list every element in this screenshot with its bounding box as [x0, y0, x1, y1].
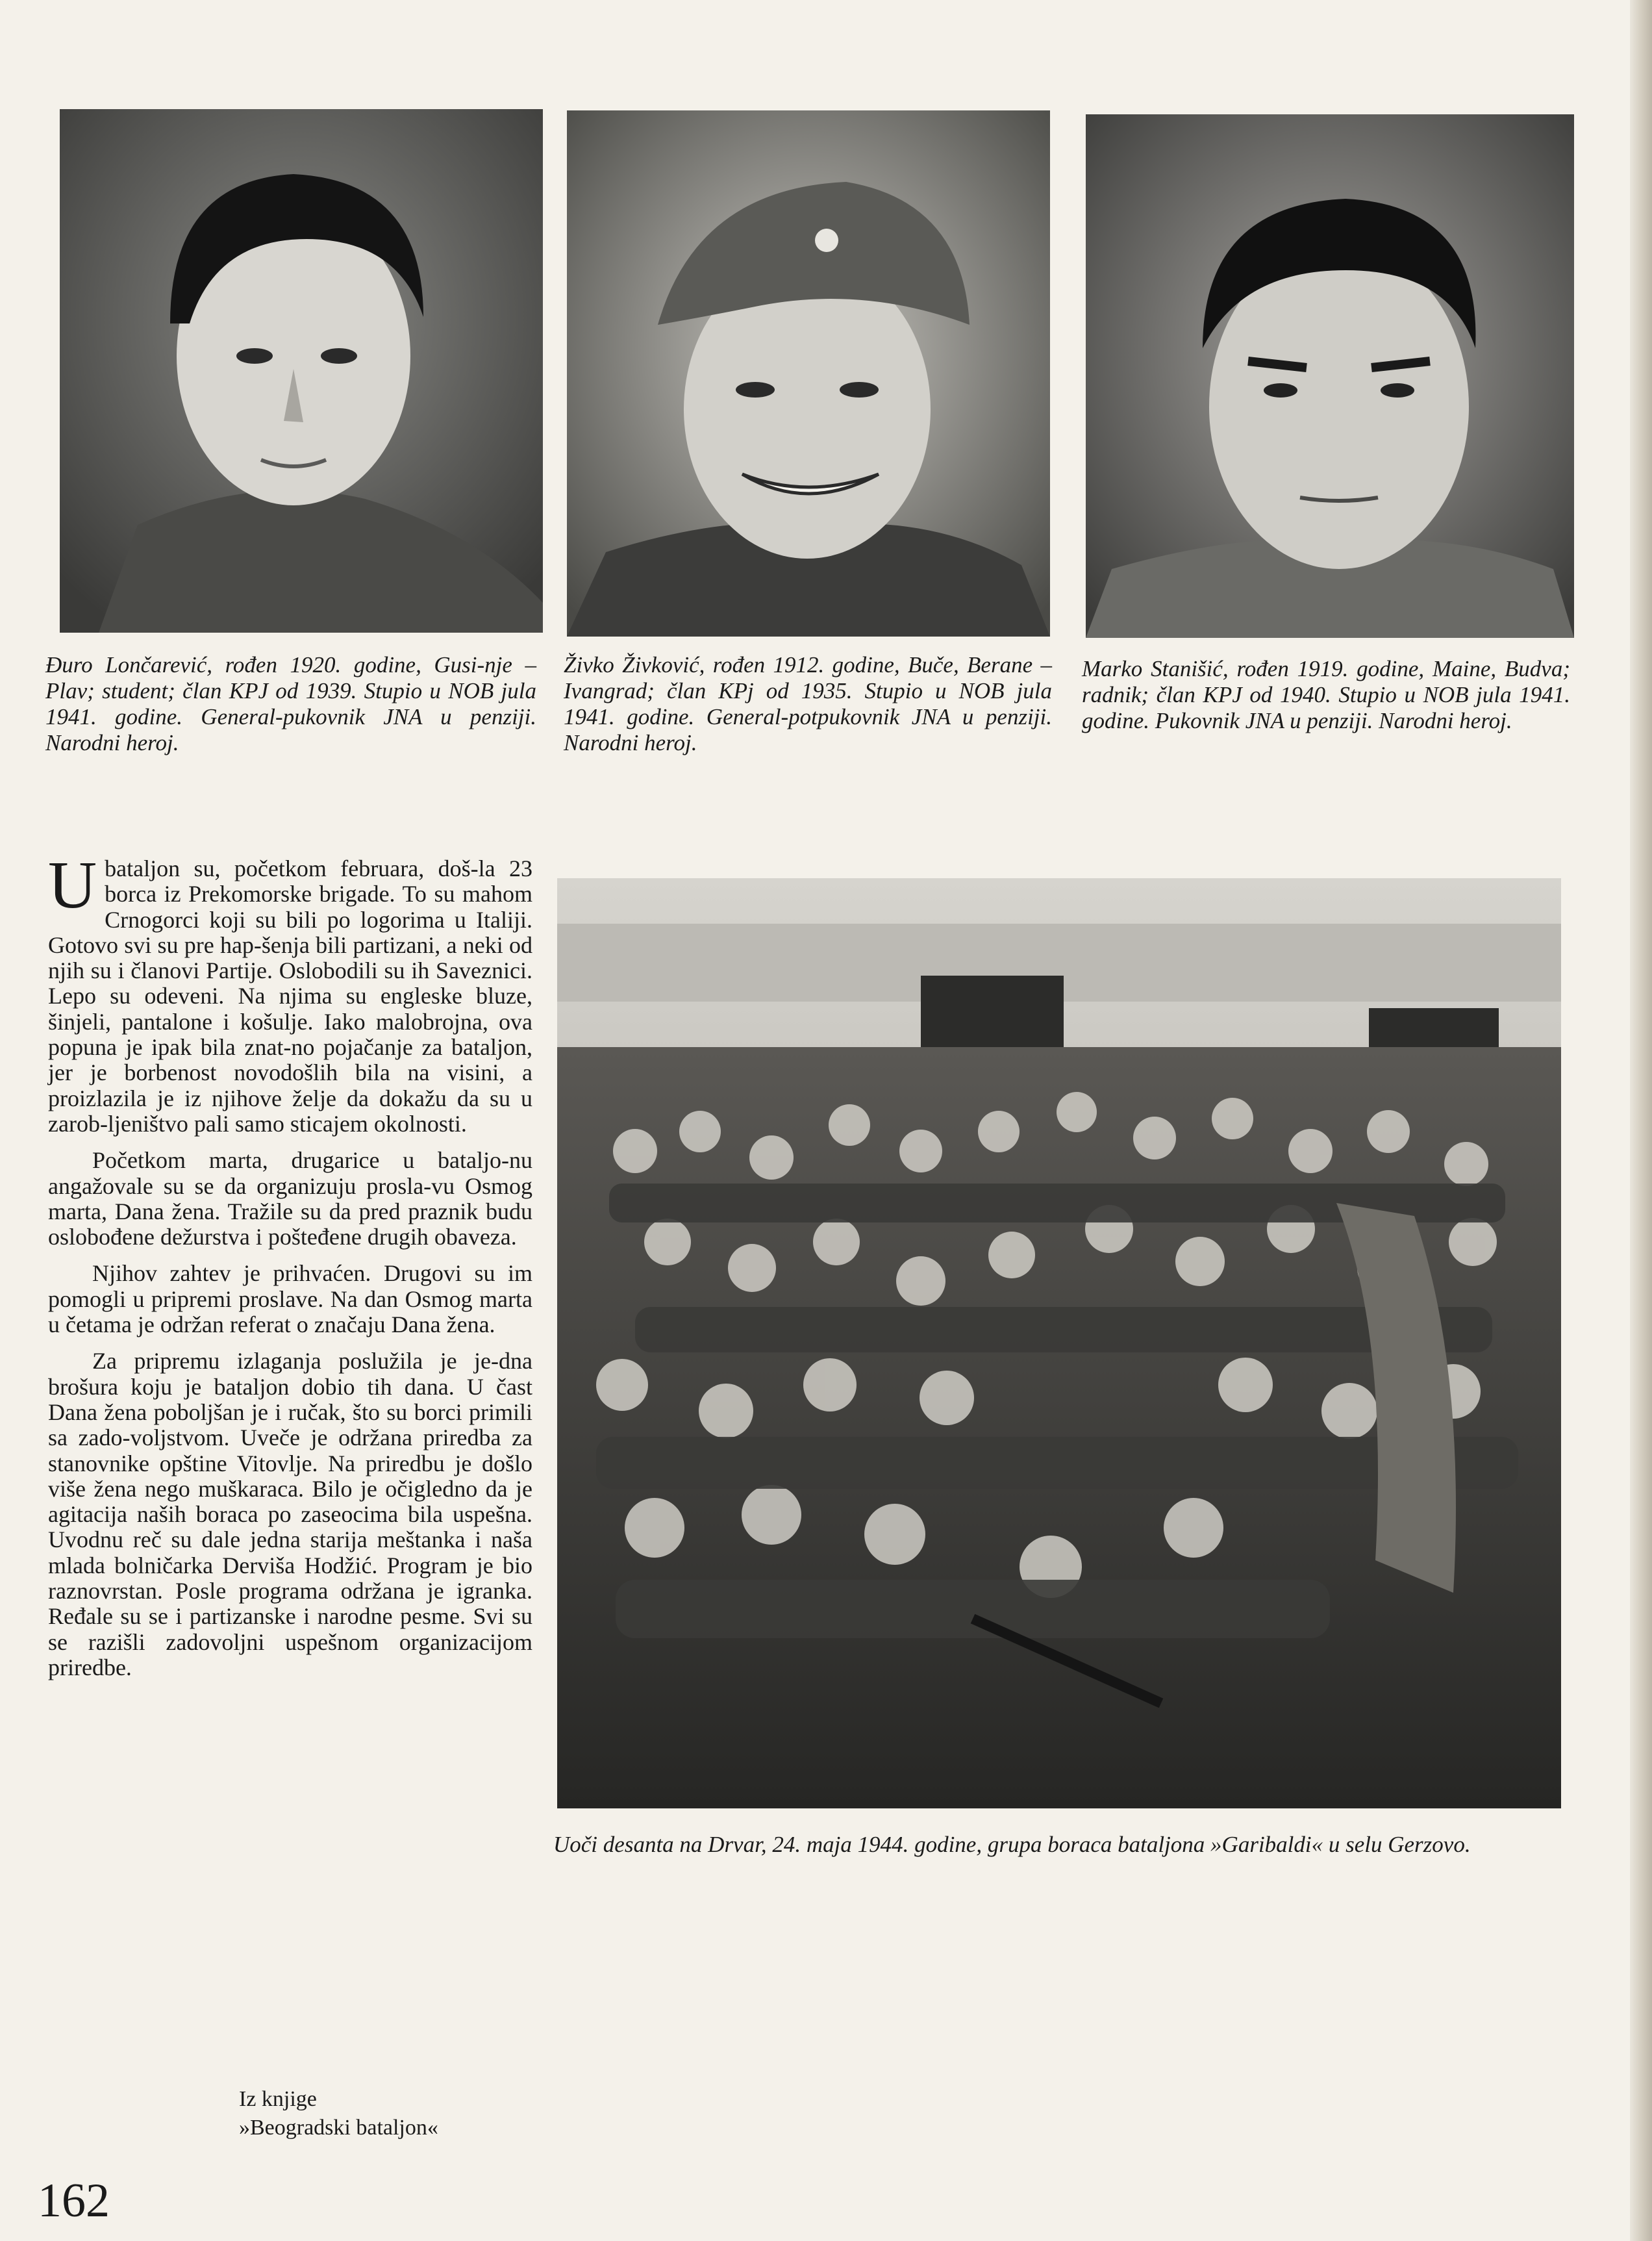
- article-source: [239, 2085, 438, 2142]
- article-paragraph: U bataljon su, početkom februara, doš-la 23 borca iz Prekomorske brigade. To su mahom Crnogorci koji su bili po logorima u Italiji. Gotovo svi su pre hap-šenja bili partizani, a neki od njih su i članovi Partije. Oslobodili su ih Saveznici. Lepo su odeveni. Na njima su engleske bluze, šinjeli, pantalone i košulje. Iako malobrojna, ova popuna je ipak bila znat-no pojačanje za bataljon, jer je borbenost novodošlih bila na visini, a proizlazila je iz njihove želje da dokažu da su u zarob-ljeništvo pali samo sticajem okolnosti.: [48, 848, 532, 1137]
- portrait-photo-stanisic: [1086, 114, 1574, 638]
- portrait-caption-stanisic: Marko Stanišić, rođen 1919. godine, Maine, Budva; radnik; član KPJ od 1940. Stupio u NOB jula 1941. godine. Pukovnik JNA u penziji. Narodni heroj.: [1082, 656, 1570, 733]
- page-edge-shadow: [1630, 0, 1652, 2241]
- portrait-caption-zivkovic: Živko Živković, rođen 1912. godine, Buče, Berane – Ivangrad; član KPj od 1935. Stupio u NOB jula 1941. godine. General-potpukovnik JNA u penziji. Narodni heroj.: [564, 652, 1052, 755]
- article-paragraph: Za pripremu izlaganja poslužila je je-dna brošura koju je bataljon dobio tih dana. U čast Dana žena poboljšan je i ručak, što su borci primili sa zado-voljstvom. Uveče je održana priredba za stanovnike opštine Vitovlje. Na priredbu je došlo više žena nego muškaraca. Bilo je očigledno da je agitacija naših boraca po zaseocima bila uspešna. Uvodnu reč su dale jedna starija meštanka i naša mlada bolničarka Derviša Hodžić. Program je bio raznovrstan. Posle programa održana je igranka. Ređale su se i partizanske i narodne pesme. Svi su se razišli zadovoljni uspešnom organizacijom priredbe.: [48, 1348, 532, 1680]
- group-photo-garibaldi-battalion: [557, 878, 1561, 1808]
- portrait-photo-zivkovic: [567, 110, 1050, 637]
- article-body: [48, 848, 532, 1691]
- article-paragraph: Početkom marta, drugarice u bataljo-nu angažovale su se da organizuju prosla-vu Osmog marta, Dana žena. Tražile su da pred praznik budu oslobođene dežurstva i pošteđene drugih obaveza.: [48, 1147, 532, 1250]
- portrait-caption-loncarevic: Đuro Lončarević, rođen 1920. godine, Gusi-nje – Plav; student; član KPJ od 1939. Stupio u NOB jula 1941. godine. General-pukovnik JNA u penziji. Narodni heroj.: [45, 652, 536, 755]
- source-line: »Beogradski bataljon«: [239, 2116, 438, 2140]
- page-number: 162: [38, 2174, 110, 2227]
- group-photo-caption: Uoči desanta na Drvar, 24. maja 1944. godine, grupa boraca bataljona »Garibaldi« u selu Gerzovo.: [553, 1832, 1471, 1857]
- source-line: Iz knjige: [239, 2087, 317, 2111]
- article-paragraph: Njihov zahtev je prihvaćen. Drugovi su im pomogli u pripremi proslave. Na dan Osmog marta u četama je održan referat o značaju Dana žena.: [48, 1260, 532, 1338]
- drop-cap: U: [48, 848, 97, 922]
- portrait-photo-loncarevic: [60, 109, 543, 633]
